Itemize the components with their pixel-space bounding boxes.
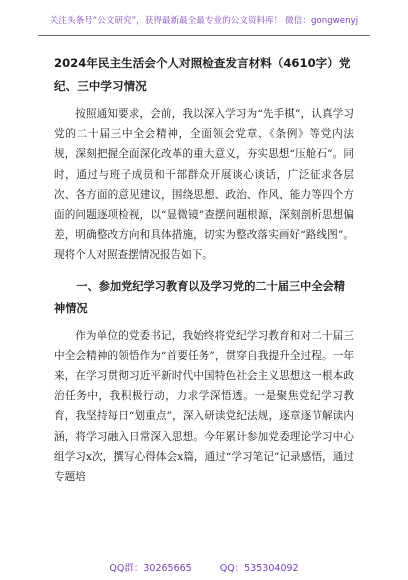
intro-paragraph: 按照通知要求，会前，我以深入学习为“先手棋”，认真学习党的二十届三中全会精神，全面领会党章、《条例》等党内法规，深刻把握全面深化改革的重大意义，夯实思想“压舱石”。同时，通过与班子成员和干部群众开展谈心谈话，广泛征求各层次、各方面的意见建议，围绕思想、政治、作风、能力等四个方面的问题逐项检视，以“显微镜”查摆问题根源，深刻剖析思想偏差，明确整改方向和具体措施，切实为整改落实画好“路线图”。现将个人对照查摆情况报告如下。: [54, 108, 354, 262]
section-1-paragraph: 作为单位的党委书记，我始终将党纪学习教育和对二十届三中全会精神的领悟作为“首要任务”，贯穿自我提升全过程。一年来，在学习贯彻习近平新时代中国特色社会主义思想这一根本政治任务中，我积极行动，力求学深悟透。一是聚焦党纪学习教育，我坚持每日“划重点”，深入研读党纪法规，逐章逐节解读内涵，将学习融入日常深入思想。今年累计参加党委理论学习中心组学习x次，撰写心得体会x篇，通过“学习笔记”记录感悟，通过专题培: [54, 329, 354, 484]
section-1-heading: 一、参加党纪学习教育以及学习党的二十届三中全会精神情况: [54, 279, 345, 315]
document-title: 2024年民主生活会个人对照检查发言材料（4610字）党纪、三中学习情况: [54, 56, 351, 93]
footer-contact: [0, 560, 408, 574]
footer-qq: QQ：535304092: [219, 563, 299, 574]
header-banner: 关注头条号“公文研究”，获得最新最全最专业的公文资料库！ 微信：gongwenyj: [49, 16, 359, 26]
document-body: [54, 52, 354, 487]
footer-qq-group: QQ群：30265665: [109, 563, 192, 574]
header-divider: [38, 35, 370, 36]
